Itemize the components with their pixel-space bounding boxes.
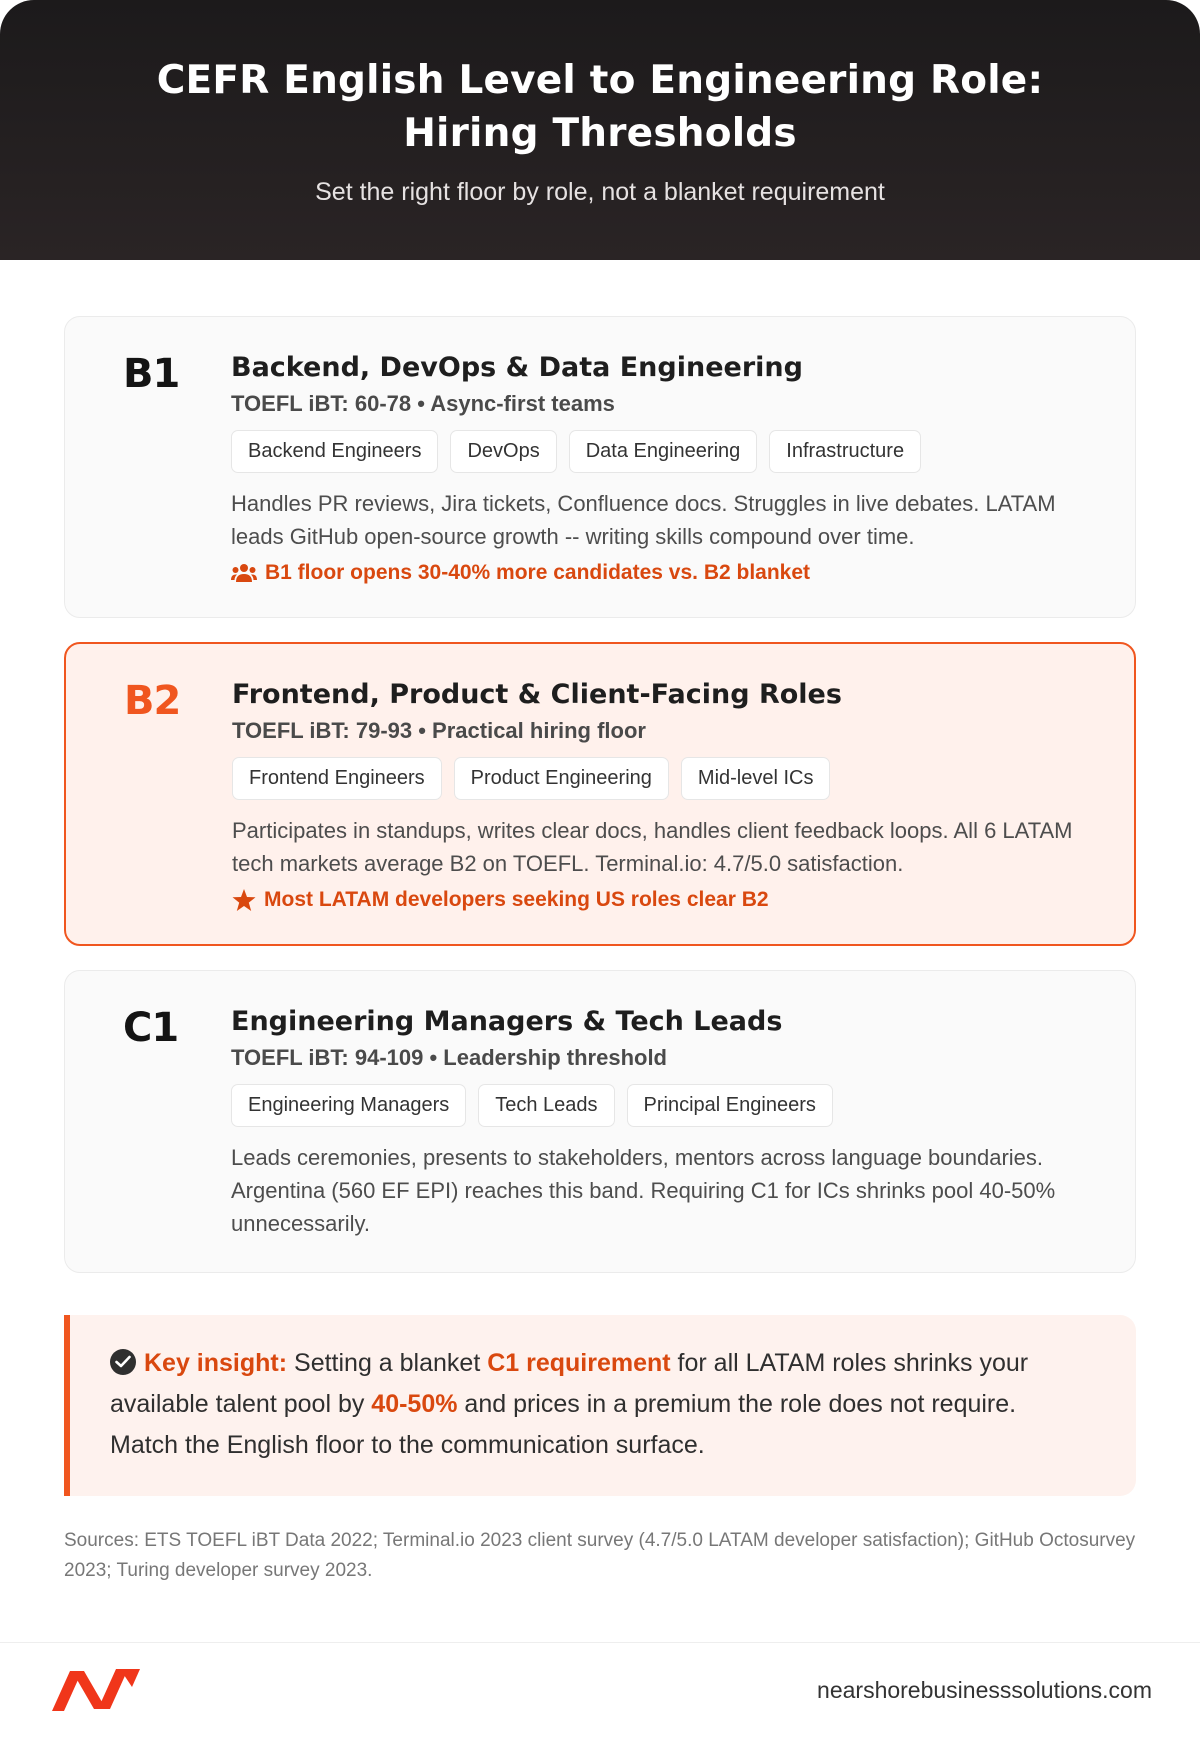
card-title: Backend, DevOps & Data Engineering — [231, 352, 803, 383]
level-card-b2 — [64, 642, 1136, 946]
card-note-text: B1 floor opens 30-40% more candidates vs. B2 blanket — [265, 561, 811, 584]
card-title: Frontend, Product & Client-Facing Roles — [232, 679, 842, 710]
role-tag: DevOps — [450, 430, 556, 473]
level-badge: C1 — [123, 1005, 179, 1051]
insight-label: Key insight: — [144, 1349, 288, 1377]
insight-text: Setting a blanket — [287, 1349, 488, 1377]
role-tag: Backend Engineers — [231, 430, 438, 473]
role-tags — [232, 757, 1084, 800]
header — [0, 0, 1200, 260]
card-description: Handles PR reviews, Jira tickets, Confluence docs. Struggles in live debates. LATAM leads GitHub open-source growth -- writing skills compound over time. — [231, 491, 1056, 549]
role-tag: Principal Engineers — [627, 1084, 833, 1127]
card-description: Leads ceremonies, presents to stakeholders, mentors across language boundaries. Argentina (560 EF EPI) reaches this band. Requiring C1 for ICs shrinks pool 40-50% unnecessarily. — [231, 1145, 1056, 1236]
check-circle-icon — [110, 1349, 136, 1375]
insight-emphasis: C1 requirement — [487, 1349, 671, 1377]
card-note — [232, 888, 1084, 912]
insight-text: for all LATAM roles shrinks your available talent pool by — [110, 1349, 1029, 1418]
role-tag: Tech Leads — [478, 1084, 614, 1127]
level-badge: B2 — [124, 678, 181, 724]
role-tag: Engineering Managers — [231, 1084, 466, 1127]
role-tag: Frontend Engineers — [232, 757, 442, 800]
key-insight-callout — [64, 1315, 1136, 1496]
card-note — [231, 561, 1085, 585]
role-tag: Mid-level ICs — [681, 757, 831, 800]
role-tags — [231, 430, 1085, 473]
role-tags — [231, 1084, 1085, 1127]
footer — [0, 1642, 1200, 1739]
footer-domain: nearshorebusinesssolutions.com — [817, 1677, 1152, 1703]
card-meta: TOEFL iBT: 79-93 • Practical hiring floor — [232, 718, 646, 743]
card-meta: TOEFL iBT: 94-109 • Leadership threshold — [231, 1045, 667, 1070]
main-content — [0, 260, 1200, 1586]
card-description: Participates in standups, writes clear docs, handles client feedback loops. All 6 LATAM tech markets average B2 on TOEFL. Terminal.io: 4.7/5.0 satisfaction. — [232, 818, 1073, 876]
card-note-text: Most LATAM developers seeking US roles clear B2 — [264, 888, 769, 911]
level-card-c1 — [64, 970, 1136, 1273]
brand-logo-icon — [48, 1665, 144, 1715]
sources-note: Sources: ETS TOEFL iBT Data 2022; Terminal.io 2023 client survey (4.7/5.0 LATAM developer satisfaction); GitHub Octosurvey 2023; Turing developer survey 2023. — [64, 1530, 1136, 1581]
insight-text: and prices in a premium the role does not require. Match the English floor to the communication surface. — [110, 1390, 1017, 1459]
level-badge: B1 — [123, 351, 180, 397]
card-title: Engineering Managers & Tech Leads — [231, 1006, 783, 1037]
level-card-b1 — [64, 316, 1136, 618]
users-icon — [231, 563, 257, 583]
role-tag: Data Engineering — [569, 430, 758, 473]
role-tag: Product Engineering — [454, 757, 669, 800]
insight-emphasis: 40-50% — [371, 1390, 458, 1418]
page-title: CEFR English Level to Engineering Role: Hiring Thresholds — [156, 58, 1044, 156]
role-tag: Infrastructure — [769, 430, 921, 473]
card-meta: TOEFL iBT: 60-78 • Async-first teams — [231, 391, 615, 416]
page-subtitle: Set the right floor by role, not a blanket requirement — [315, 178, 885, 206]
star-icon — [232, 889, 256, 912]
